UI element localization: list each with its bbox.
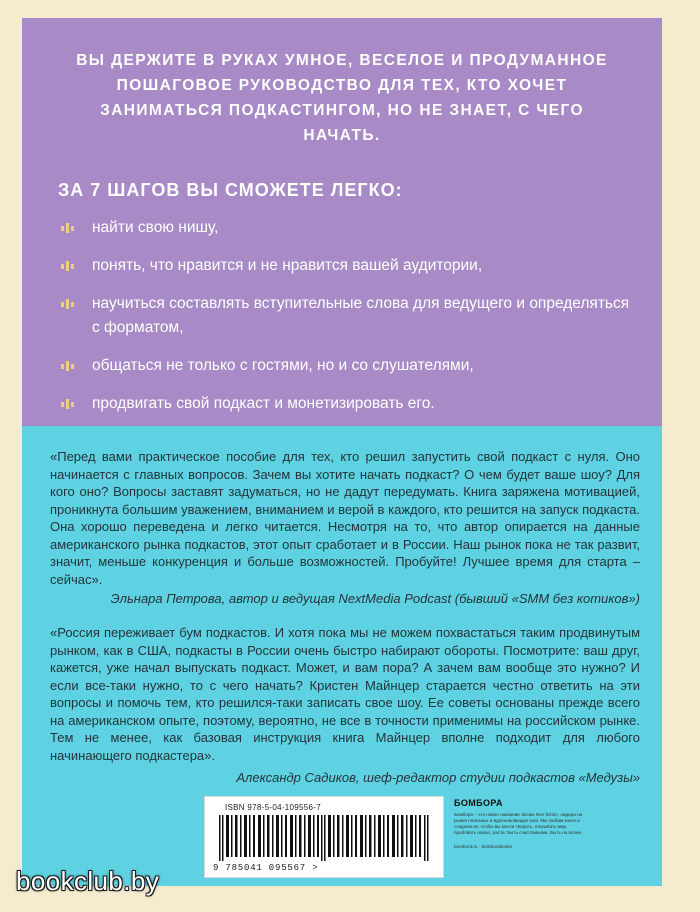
bars-bullet-icon — [60, 298, 76, 310]
barcode-image — [217, 815, 433, 861]
steps-heading: ЗА 7 ШАГОВ ВЫ СМОЖЕТЕ ЛЕГКО: — [58, 180, 403, 200]
cyan-panel — [22, 426, 662, 886]
list-item-text: продвигать свой подкаст и монетизировать его. — [92, 395, 435, 412]
list-item-text: найти свою нишу, — [92, 219, 219, 236]
publisher-logo: БОМБОРА — [454, 798, 503, 808]
publisher-block — [454, 798, 584, 850]
publisher-description: Бомбора – это новое название Эксмо Non-fiction, лидера на рынке полезных и вдохновляющих книг. Мы любим книги и создаем их, чтобы вы могли творить, открывать мир, пробовать новое, расти. Быть счастливыми. Быть на волне. — [454, 812, 583, 835]
steps-list — [58, 216, 638, 430]
publisher-social: bombora.ru · bomborabooks — [454, 844, 512, 849]
list-item — [58, 392, 638, 416]
bars-bullet-icon — [60, 398, 76, 410]
list-item — [58, 354, 638, 378]
intro-text: ВЫ ДЕРЖИТЕ В РУКАХ УМНОЕ, ВЕСЕЛОЕ И ПРОДУМАННОЕ ПОШАГОВОЕ РУКОВОДСТВО ДЛЯ ТЕХ, КТО ХОЧЕТ ЗАНИМАТЬСЯ ПОДКАСТИНГОМ, НО НЕ ЗНАЕТ, С ЧЕГО НАЧАТЬ. — [76, 52, 608, 144]
book-back-cover — [22, 18, 662, 886]
list-item-text: научиться составлять вступительные слова для ведущего и определяться с форматом, — [92, 295, 630, 336]
review-quote-2: «Россия переживает бум подкастов. И хотя пока мы не можем похвастаться таким продвинутым рынком, как в США, подкасты в России очень быстро набирают обороты. Посмотрите: ваш друг, кажется, уже начал выпускать подкаст. Может, и вам пора? А зачем вам вообще это нужно? И если все-таки нужно, то с чего начать? Кристен Майнцер старается честно ответить на эти вопросы и помочь тем, кто решился-таки записать свое шоу. Ее советы основаны прежде всего на американском опыте, поэтому, вероятно, не все в точности применимы на российском рынке. Тем не менее, как базовая инструкция книга Майнцер вполне подходит для любого начинающего подкастера». — [50, 625, 640, 763]
list-item-text: общаться не только с гостями, но и со слушателями, — [92, 357, 474, 374]
purple-panel — [22, 18, 662, 426]
review-quote-1: «Перед вами практическое пособие для тех, кто решил запустить свой подкаст с нуля. Оно начинается с главных вопросов. Зачем вы хотите начать подкаст? О чем будет ваше шоу? Для кого оно? Вопросы заставят задуматься, но не дадут передумать. Книга заряжена мотивацией, проникнута большим уважением, вниманием и верой в каждого, кто решится на запуск подкаста. Она хорошо переведена и легко читается. Несмотря на то, что автор опирается на данные американского рынка подкастов, этот опыт сработает и в России. Наш рынок пока не так развит, значит, меньше конкуренция и больше возможностей. Пробуйте! Лучшее время для старта – сейчас». — [50, 449, 640, 587]
bars-bullet-icon — [60, 360, 76, 372]
watermark: bookclub.by — [16, 866, 160, 896]
bars-bullet-icon — [60, 222, 76, 234]
isbn-label: ISBN 978-5-04-109556-7 — [225, 803, 321, 812]
barcode-digits: 9 785041 095567 > — [213, 863, 319, 873]
list-item-text: понять, что нравится и не нравится вашей аудитории, — [92, 257, 483, 274]
list-item — [58, 292, 638, 340]
bars-bullet-icon — [60, 260, 76, 272]
review-author-2: Александр Садиков, шеф-редактор студии подкастов «Медузы» — [236, 770, 640, 785]
list-item — [58, 216, 638, 240]
review-author-1: Эльнара Петрова, автор и ведущая NextMedia Podcast (бывший «SMM без котиков») — [110, 591, 640, 606]
list-item — [58, 254, 638, 278]
barcode-panel — [204, 796, 444, 878]
